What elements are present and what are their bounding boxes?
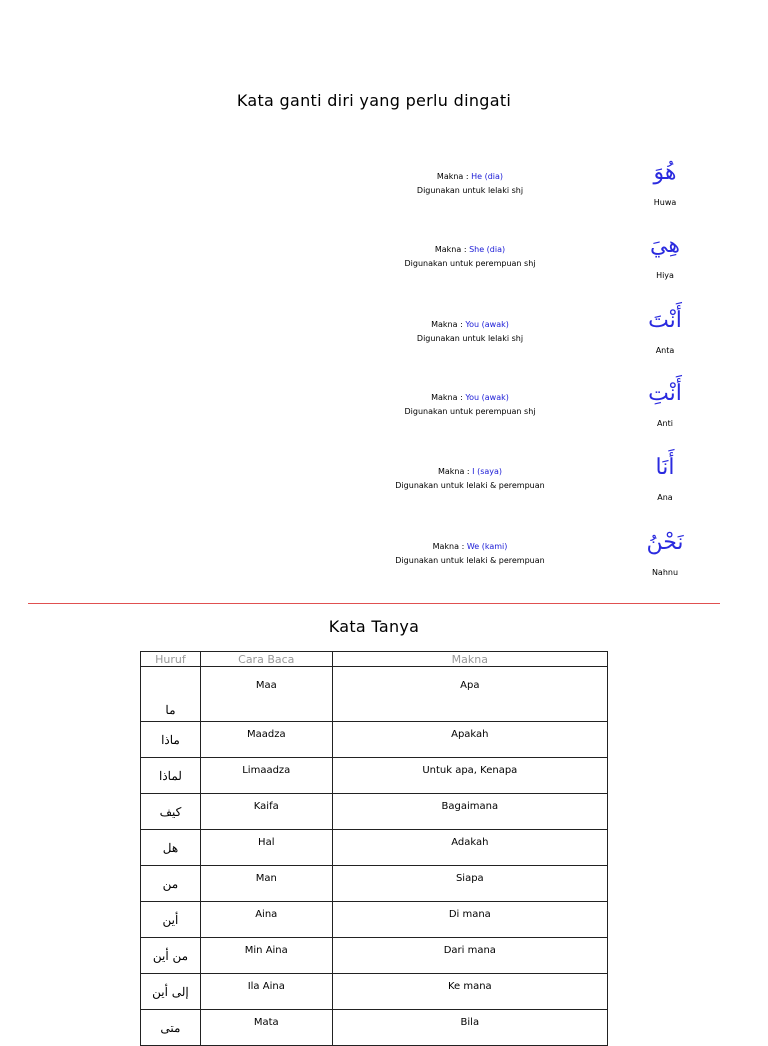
pronoun-usage: Digunakan untuk lelaki shj [416,186,524,195]
pronoun-item [360,455,700,525]
pronoun-arabic: أَنْتَ [648,308,682,333]
pronoun-description [360,170,580,198]
pronoun-transliteration: Anti [657,419,673,428]
pronoun-description [360,318,580,346]
header-makna: Makna [332,652,607,667]
makna-label: Makna : [436,172,472,181]
pronoun-description [360,243,580,271]
table-row [141,830,608,866]
cell-huruf: متى [141,1010,201,1046]
cell-cara-baca: Limaadza [200,758,332,794]
pronoun-item [360,308,700,378]
pronoun-usage: Digunakan untuk perempuan shj [404,259,536,268]
makna-label: Makna : [434,245,470,254]
table-row [141,667,608,722]
cell-makna: Bila [332,1010,607,1046]
pronoun-usage: Digunakan untuk lelaki & perempuan [395,481,545,490]
pronoun-meaning: We (kami) [466,542,508,551]
cell-cara-baca: Aina [200,902,332,938]
pronoun-meaning: You (awak) [465,393,509,402]
pronoun-arabic: نَحْنُ [646,530,684,555]
section-divider [28,603,720,604]
cell-huruf: من أين [141,938,201,974]
makna-label: Makna : [437,467,473,476]
makna-label: Makna : [431,393,466,402]
table-row [141,902,608,938]
cell-makna: Siapa [332,866,607,902]
pronoun-usage: Digunakan untuk lelaki shj [416,334,524,343]
pronoun-transliteration: Anta [655,346,675,355]
pronoun-arabic: هُوَ [653,160,677,185]
makna-label: Makna : [432,542,467,551]
pronoun-transliteration: Nahnu [651,568,679,577]
pronoun-description [360,391,580,419]
cell-huruf: هل [141,830,201,866]
makna-label: Makna : [431,320,466,329]
cell-cara-baca: Maadza [200,722,332,758]
cell-cara-baca: Ila Aina [200,974,332,1010]
pronoun-arabic: أَنْتِ [648,381,682,406]
pronoun-item [360,233,700,303]
pronoun-transliteration: Ana [657,493,673,502]
question-words-table [140,651,608,1046]
cell-makna: Ke mana [332,974,607,1010]
cell-makna: Dari mana [332,938,607,974]
cell-makna: Apakah [332,722,607,758]
cell-cara-baca: Min Aina [200,938,332,974]
cell-cara-baca: Maa [200,667,332,722]
pronoun-usage: Digunakan untuk perempuan shj [404,407,536,416]
pronoun-item [360,381,700,451]
table-row [141,938,608,974]
cell-makna: Untuk apa, Kenapa [332,758,607,794]
cell-huruf: إلى أين [141,974,201,1010]
pronoun-item [360,160,700,230]
table-row [141,866,608,902]
cell-huruf: كيف [141,794,201,830]
pronoun-meaning: I (saya) [472,467,503,476]
pronoun-arabic: هِيَ [650,233,680,258]
pronoun-meaning: He (dia) [471,172,504,181]
cell-makna: Bagaimana [332,794,607,830]
cell-cara-baca: Kaifa [200,794,332,830]
table-header-row [141,652,608,667]
pronoun-usage: Digunakan untuk lelaki & perempuan [395,556,545,565]
cell-cara-baca: Mata [200,1010,332,1046]
cell-makna: Di mana [332,902,607,938]
pronoun-item [360,530,700,600]
pronoun-meaning: She (dia) [469,245,506,254]
cell-huruf: أين [141,902,201,938]
table-row [141,794,608,830]
table-row [141,974,608,1010]
pronoun-description [360,465,580,493]
cell-makna: Apa [332,667,607,722]
header-huruf: Huruf [141,652,201,667]
page-title: Kata ganti diri yang perlu dingati [236,91,512,110]
table-row [141,758,608,794]
table-row [141,1010,608,1046]
header-cara-baca: Cara Baca [200,652,332,667]
pronoun-transliteration: Huwa [653,198,677,207]
cell-makna: Adakah [332,830,607,866]
pronoun-meaning: You (awak) [465,320,509,329]
table-row [141,722,608,758]
cell-huruf: لماذا [141,758,201,794]
section-title: Kata Tanya [328,617,420,636]
pronoun-description [360,540,580,568]
cell-huruf: من [141,866,201,902]
cell-huruf: ما [141,667,201,722]
pronoun-arabic: أَنَا [655,455,675,480]
cell-cara-baca: Hal [200,830,332,866]
pronoun-transliteration: Hiya [656,271,674,280]
cell-cara-baca: Man [200,866,332,902]
cell-huruf: ماذا [141,722,201,758]
